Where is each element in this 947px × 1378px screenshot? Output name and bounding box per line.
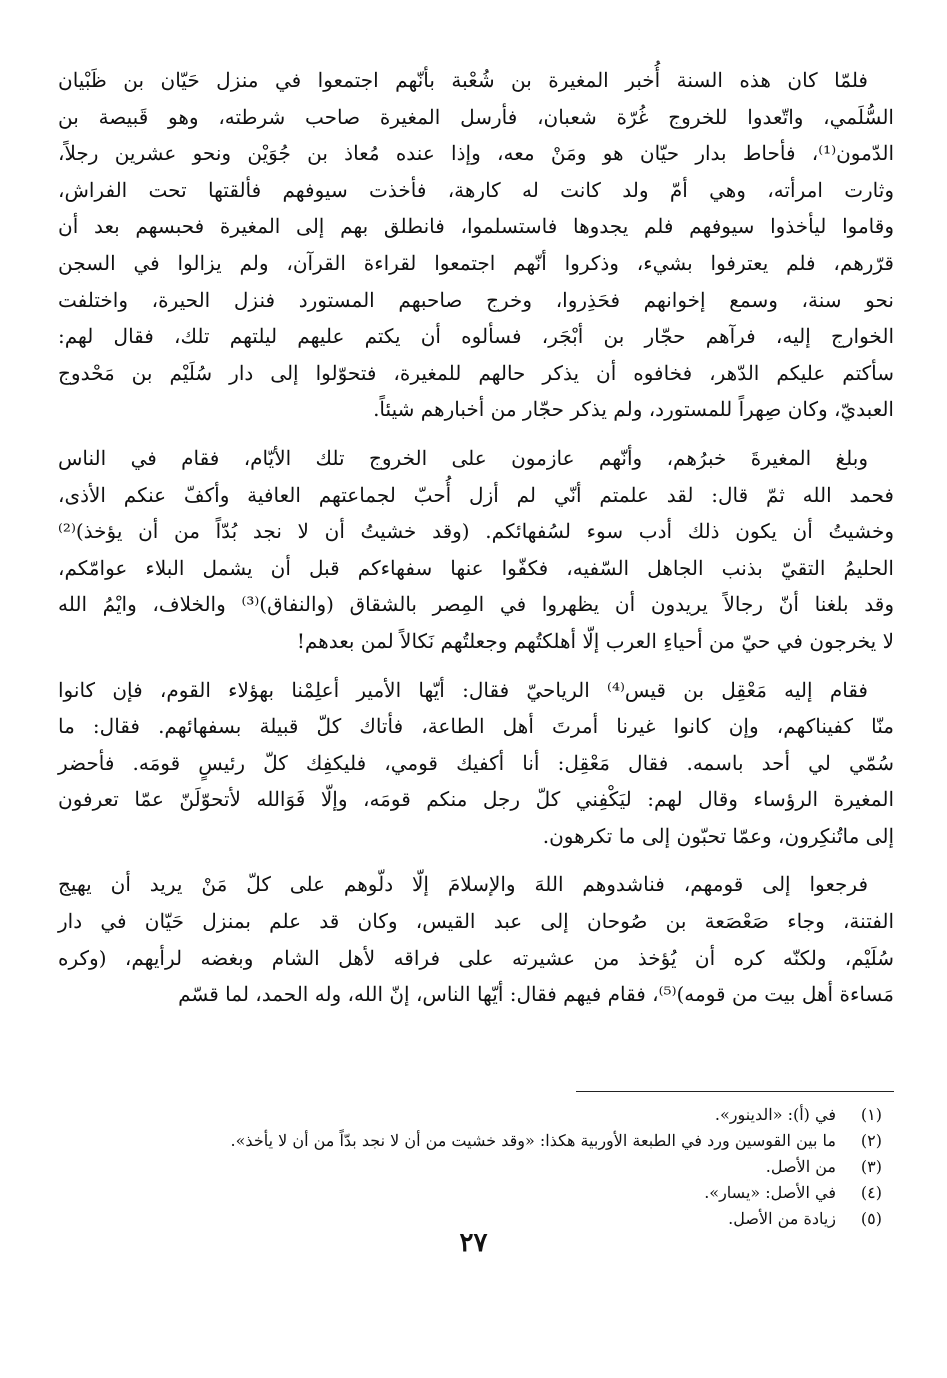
footnote-number: (٥) xyxy=(860,1209,882,1228)
text-line: نحو سنة، وسمع إخوانهم فحَذِروا، وخرج صاحبهم المستورد فنزل الحيرة، واختلفت xyxy=(58,287,894,312)
footnote xyxy=(58,1154,894,1180)
text-line: إلى ماتُنكِرون، وعمّا تحبّون إلى ما تكرهون. xyxy=(542,823,894,848)
text-line: المغيرة الرؤساء وقال لهم: ليَكْفِني كلّ رجل منكم قومَه، وإلّا فَوَالله لأتحوّلَنّ عمّا تعرفون xyxy=(58,787,894,812)
text-line: فلمّا كان هذه السنة أُخبر المغيرة بن شُعْبة بأنّهم اجتمعوا في منزل حَيّان بن ظَبْيان xyxy=(58,68,868,92)
text-line: الخوارج إليه، فرآهم حجّار بن أبْجَر، فسألوه أن يكتم عليهم ليلتهم تلك، فقال لهم: xyxy=(58,324,894,349)
text-line: سُلَيْم، ولكنّه كره أن يُؤخذ من عشيرته على فراقه لأهل الشام وبغضه لرأيهم، (وكره xyxy=(58,945,894,970)
footnote-number: (١) xyxy=(860,1105,882,1124)
text-line: وثارت امرأته، وهي أمّ ولد كانت له كارهة، فأخذت سيوفهم فألقتها تحت الفراش، xyxy=(58,177,894,202)
paragraph xyxy=(58,440,894,660)
footnote-number: (٤) xyxy=(860,1183,882,1202)
footnote-text: ما بين القوسين ورد في الطبعة الأوربية هكذا: «وقد خشيت من أن لا نجد بدّاً من أن لا يأخذ». xyxy=(230,1131,836,1150)
footnote-number: (٢) xyxy=(860,1131,882,1150)
text-line: الدّمون⁽¹⁾، فأحاط بدار حيّان هو ومَنْ معه، وإذا عنده مُعاذ بن جُوَيْن ونحو عشرين رجلاً، xyxy=(58,141,894,166)
footnote xyxy=(58,1180,894,1206)
text-line: وقد بلغنا أنّ رجالاً يريدون أن يظهروا في المِصر بالشقاق (والنفاق)⁽³⁾ والخلاف، وايْمُ الله xyxy=(58,592,894,617)
footnote-text: زيادة من الأصل. xyxy=(728,1209,836,1228)
text-line: العبديّ، وكان صِهراً للمستورد، ولم يذكر حجّار من أخبارهم شيئاً. xyxy=(373,397,894,422)
text-line: وخشيتُ أن يكون ذلك أدب سوء لسُفهائكم. (وقد خشيتُ أن لا نجد بُدّاً من أن يؤخذ)⁽²⁾ xyxy=(58,519,894,544)
text-line: قرّرهم، فلم يعترفوا بشيء، وذكروا أنّهم اجتمعوا لقراءة القرآن، ولم يزالوا في السجن xyxy=(58,250,894,275)
text-line: فقام إليه مَعْقِل بن قيس⁽⁴⁾ الرياحيّ فقال: أيّها الأمير أعلِمْنا بهؤلاء القوم، فإن كانوا xyxy=(58,677,868,702)
text-line: منّا كفيناكهم، وإن كانوا غيرنا أمرتَ أهل الطاعة، فأتاك كلّ قبيلة بسفهائهم. فقال: ما xyxy=(58,714,894,739)
document-page xyxy=(58,62,894,1352)
footnote-text: في الأصل: «يسار». xyxy=(704,1183,836,1202)
text-line: لا يخرجون في حيّ من أحياءِ العرب إلّا أهلكتُهم وجعلتُهم نَكالاً لمن بعدهم! xyxy=(296,628,894,653)
footnote xyxy=(58,1102,894,1128)
text-line: فرجعوا إلى قومهم، فناشدوهم اللهَ والإسلامَ إلّا دلّوهم على كلّ مَنْ يريد أن يهيج xyxy=(58,872,868,897)
body-text xyxy=(58,62,894,1013)
paragraph xyxy=(58,672,894,855)
text-line: سُمّي لي أحد باسمه. فقال مَعْقِل: أنا أكفيك قومي، فليكفِك كلّ رئيسٍ قومَه. فأحضر xyxy=(58,750,894,775)
page-number: ٢٧ xyxy=(459,1228,488,1258)
paragraph xyxy=(58,62,894,428)
text-line: وقاموا ليأخذوا سيوفهم فلم يجدوها فاستسلموا، فانطلق بهم إلى المغيرة فحبسهم بعد أن xyxy=(58,214,894,239)
text-line: السُّلَمي، واتّعدوا للخروج غُرّة شعبان، فأرسل المغيرة صاحب شرطته، وهو قَبيصة بن xyxy=(58,104,894,129)
footnote-number: (٣) xyxy=(860,1157,882,1176)
paragraph xyxy=(58,866,894,1012)
text-line: الحليمُ التقيّ بذنب الجاهل السّفيه، فكفّوا عنها سفهاءكم قبل أن يشمل البلاء عوامّكم، xyxy=(58,555,894,580)
footnote xyxy=(58,1128,894,1154)
footnotes xyxy=(58,1102,894,1232)
text-line: مَساءة أهل بيت من قومه)⁽⁵⁾، فقام فيهم فقال: أيّها الناس، إنّ الله، وله الحمد، لما قسّم xyxy=(178,982,894,1007)
text-line: سأكتم عليكم الدّهر، فخافوه أن يذكر حالهم للمغيرة، فتحوّلوا إلى دار سُلَيْم بن مَحْدوج xyxy=(58,360,894,385)
footnote-text: من الأصل. xyxy=(765,1157,836,1176)
text-line: فحمد الله ثمّ قال: لقد علمتم أنّي لم أزل أُحبّ لجماعتهم العافية وأكفّ عنكم الأذى، xyxy=(58,482,894,507)
footnote-text: في (أ): «الدينور». xyxy=(714,1105,836,1124)
footnote-separator xyxy=(576,1091,894,1092)
text-line: الفتنة، وجاء صَعْصَعة بن صُوحان إلى عبد القيس، وكان قد علم بمنزل حَيّان في دار xyxy=(58,909,894,934)
text-line: وبلغ المغيرةَ خبرُهم، وأنّهم عازمون على الخروج تلك الأيّام، فقام في الناس xyxy=(58,445,868,470)
